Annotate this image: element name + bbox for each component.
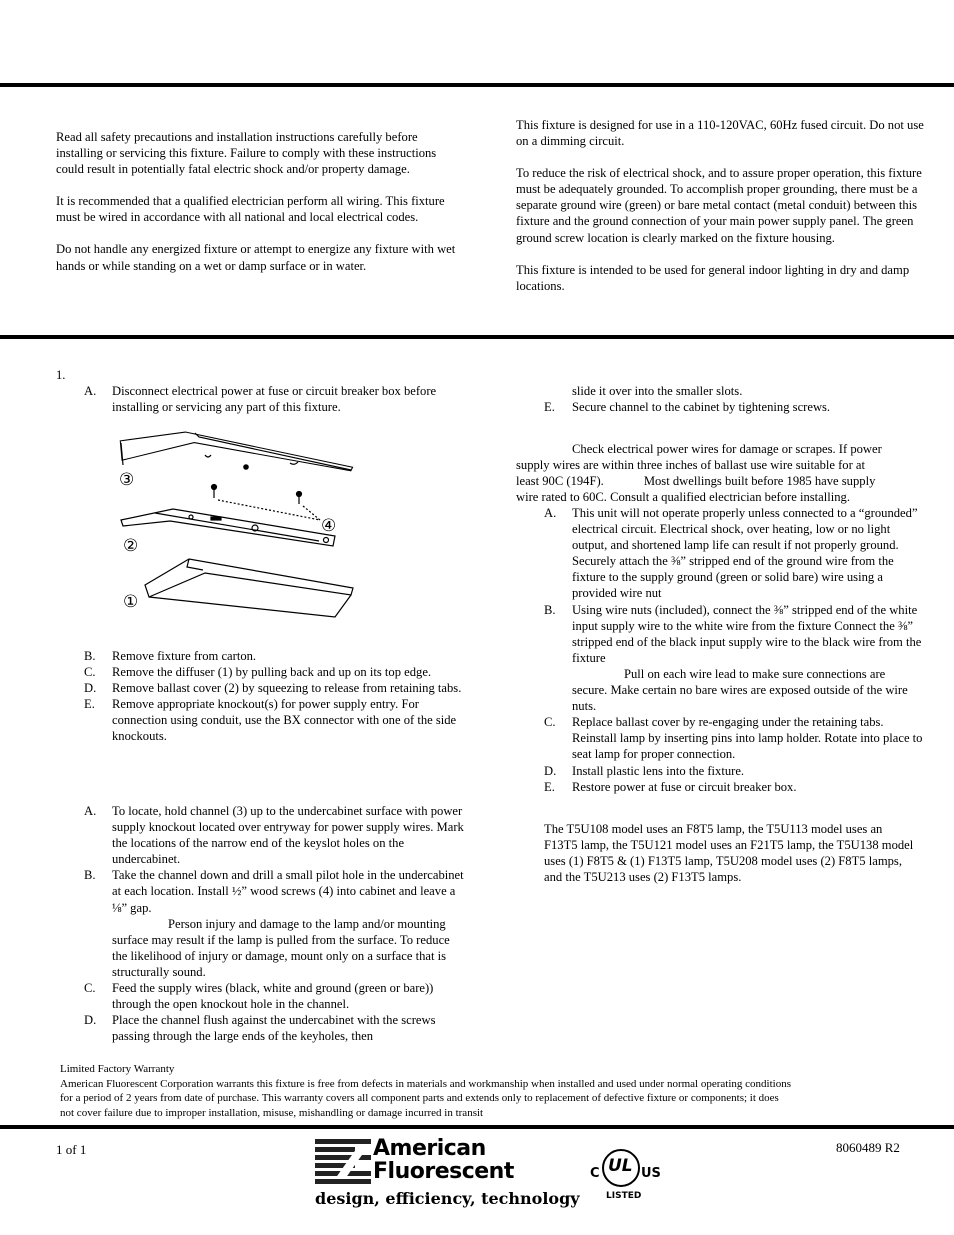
lamp-models-paragraph: The T5U108 model uses an F8T5 lamp, the T5U113 model uses an F13T5 lamp, the T5U121 model uses an F21T5 lamp, the T5U138 model uses (1) F8T5 & (1) F13T5 lamp, T5U208 model uses (2) F8T5 lamps, and the T5U213 uses (2) F13T5 lamps. bbox=[544, 822, 914, 885]
item-text: Replace ballast cover by re-engaging under the retaining tabs. Reinstall lamp by inserting pins into lamp holder. Rotate into place to seat lamp for proper connection. bbox=[572, 715, 923, 762]
safety-paragraph: This fixture is designed for use in a 110-120VAC, 60Hz fused circuit. Do not use on a dimming circuit. bbox=[516, 118, 924, 149]
page-number: 1 of 1 bbox=[56, 1142, 87, 1157]
warranty-line: for a period of 2 years from date of purchase. This warranty covers all component parts and extends only to replacement of defective fixture or components; it does bbox=[60, 1092, 779, 1105]
safety-right-column bbox=[516, 117, 924, 310]
diagram-label-1: ① bbox=[123, 592, 139, 612]
item-letter: E. bbox=[544, 400, 555, 415]
safety-paragraph: Read all safety precautions and installation instructions carefully before installing or servicing this fixture. Failure to comply with these instructions could result in potentially fatal electric shock and/or property damage. bbox=[56, 130, 437, 177]
diagram-label-4: ④ bbox=[321, 516, 337, 536]
item-letter: A. bbox=[84, 804, 97, 818]
item-text: Take the channel down and drill a small pilot hole in the undercabinet at each location. Install ½” wood screws (4) into cabinet and leave a ⅛” gap. bbox=[112, 868, 464, 915]
warranty bbox=[60, 1062, 900, 1120]
ul-c: C bbox=[590, 1166, 600, 1181]
safety-paragraph: It is recommended that a qualified electrician perform all wiring. This fixture must be wired in accordance with all national and local electrical codes. bbox=[56, 194, 445, 225]
ul-listed: LISTED bbox=[606, 1191, 642, 1201]
step-number: 1. bbox=[56, 368, 66, 382]
step1-a bbox=[84, 383, 464, 415]
american-fluorescent-logo bbox=[315, 1136, 580, 1212]
item-text: Using wire nuts (included), connect the ⅜” stripped end of the white input supply wire to the white wire from the fixture Connect the ⅜” stripped end of the black input supply wire to the black wire from the fixture bbox=[572, 602, 922, 665]
intro-line: Check electrical power wires for damage or scrapes. If power bbox=[572, 442, 882, 456]
item-letter: C. bbox=[84, 665, 96, 680]
item-text: Restore power at fuse or circuit breaker box. bbox=[572, 779, 797, 794]
document-number: 8060489 R2 bbox=[836, 1140, 900, 1155]
safety-left-column bbox=[56, 129, 466, 290]
safety-paragraph: To reduce the risk of electrical shock, and to assure proper operation, this fixture must be adequately grounded. To accomplish proper grounding, there must be a separate ground wire (green) or bare metal contact (metal conduit) between this fixture and the ground connection of your main power supply panel. The green ground screw location is clearly marked on the fixture housing. bbox=[516, 166, 922, 245]
item-letter: D. bbox=[544, 763, 557, 778]
item-letter: C. bbox=[544, 715, 556, 730]
wire-note-line: secure. Make certain no bare wires are exposed outside of the wire nuts. bbox=[572, 683, 908, 714]
step1-b-to-e bbox=[84, 648, 464, 745]
ul-us: US bbox=[641, 1166, 661, 1181]
step2-d-continued: slide it over into the smaller slots. bbox=[572, 384, 743, 398]
safety-paragraph: Do not handle any energized fixture or attempt to energize any fixture with wet hands or while standing on a wet or damp surface or in water. bbox=[56, 242, 456, 273]
item-text: This unit will not operate properly unless connected to a “grounded” electrical circuit. Electrical shock, over heating, low or no light output, and shortened lamp life can result if not properly ground. Securely attach the ⅜” stripped end of the ground wire from the fixture to the supply ground (green or solid bare) wire using a provided wire nut bbox=[572, 506, 918, 601]
item-letter: B. bbox=[544, 602, 556, 617]
logo-tagline: design, efficiency, technology bbox=[315, 1189, 580, 1208]
intro-line bbox=[516, 473, 926, 489]
middle-rule bbox=[0, 335, 954, 339]
item-letter: D. bbox=[84, 681, 97, 696]
warranty-line: not cover failure due to improper installation, misuse, mishandling or damage incurred in transit bbox=[60, 1106, 484, 1119]
ul-listed-mark bbox=[588, 1143, 668, 1205]
item-letter: E. bbox=[544, 779, 555, 794]
intro-segment: least 90C (194F). bbox=[516, 474, 604, 489]
warranty-title: Limited Factory Warranty bbox=[60, 1063, 175, 1075]
intro-line: supply wires are within three inches of ballast use wire suitable for at bbox=[516, 458, 866, 473]
step2-continued bbox=[544, 383, 924, 415]
caution-note: Person injury and damage to the lamp and/or mounting surface may result if the lamp is pulled from the surface. To reduce the likelihood of injury or damage, mount only on a surface that is structurally sound. bbox=[112, 916, 450, 979]
item-text: Place the channel flush against the undercabinet with the screws passing through the large ends of the keyholes, then bbox=[112, 1013, 436, 1044]
ul-text: UL bbox=[608, 1156, 633, 1176]
item-text: Disconnect electrical power at fuse or circuit breaker box before installing or servicing any part of this fixture. bbox=[112, 384, 437, 415]
item-letter: B. bbox=[84, 868, 96, 883]
item-letter: A. bbox=[544, 506, 557, 520]
item-text: Remove fixture from carton. bbox=[112, 649, 257, 663]
item-text: Install plastic lens into the fixture. bbox=[572, 763, 745, 778]
item-letter: B. bbox=[84, 649, 96, 663]
fixture-exploded-diagram bbox=[115, 425, 355, 620]
safety-paragraph: This fixture is intended to be used for general indoor lighting in dry and damp locations. bbox=[516, 262, 910, 293]
warranty-line: American Fluorescent Corporation warrants this fixture is free from defects in materials and workmanship when installed and used under normal operating conditions bbox=[60, 1077, 791, 1090]
item-text: Feed the supply wires (black, white and ground (green or bare)) through the open knockout hole in the channel. bbox=[112, 981, 434, 1012]
step2-list bbox=[84, 803, 464, 1044]
top-rule bbox=[0, 83, 954, 87]
item-letter: A. bbox=[84, 384, 97, 398]
bottom-rule bbox=[0, 1125, 954, 1129]
wire-note bbox=[544, 666, 924, 714]
item-text: To locate, hold channel (3) up to the undercabinet surface with power supply knockout located over entryway for power supply wires. Mark the locations of the narrow end of the keyslot holes on the undercabinet. bbox=[112, 804, 464, 867]
item-text: Remove the diffuser (1) by pulling back and up on its top edge. bbox=[112, 665, 432, 680]
intro-segment: Most dwellings built before 1985 have supply bbox=[643, 474, 876, 489]
step3-intro bbox=[516, 441, 926, 505]
wire-note-line: Pull on each wire lead to make sure connections are bbox=[624, 666, 886, 681]
item-text: Remove ballast cover (2) by squeezing to release from retaining tabs. bbox=[112, 681, 462, 696]
item-letter: E. bbox=[84, 697, 95, 712]
item-text: Secure channel to the cabinet by tightening screws. bbox=[572, 400, 831, 415]
intro-line: wire rated to 60C. Consult a qualified electrician before installing. bbox=[516, 490, 850, 505]
item-letter: C. bbox=[84, 981, 96, 996]
logo-line-1: American bbox=[373, 1136, 486, 1161]
item-letter: D. bbox=[84, 1013, 97, 1028]
item-text: Remove appropriate knockout(s) for power supply entry. For connection using conduit, use the BX connector with one of the side knockouts. bbox=[112, 697, 457, 744]
diagram-label-3: ③ bbox=[119, 470, 135, 490]
step3-list bbox=[544, 505, 924, 795]
logo-line-2: Fluorescent bbox=[373, 1159, 514, 1184]
logo-emblem bbox=[315, 1139, 371, 1185]
diagram-label-2: ② bbox=[123, 536, 139, 556]
